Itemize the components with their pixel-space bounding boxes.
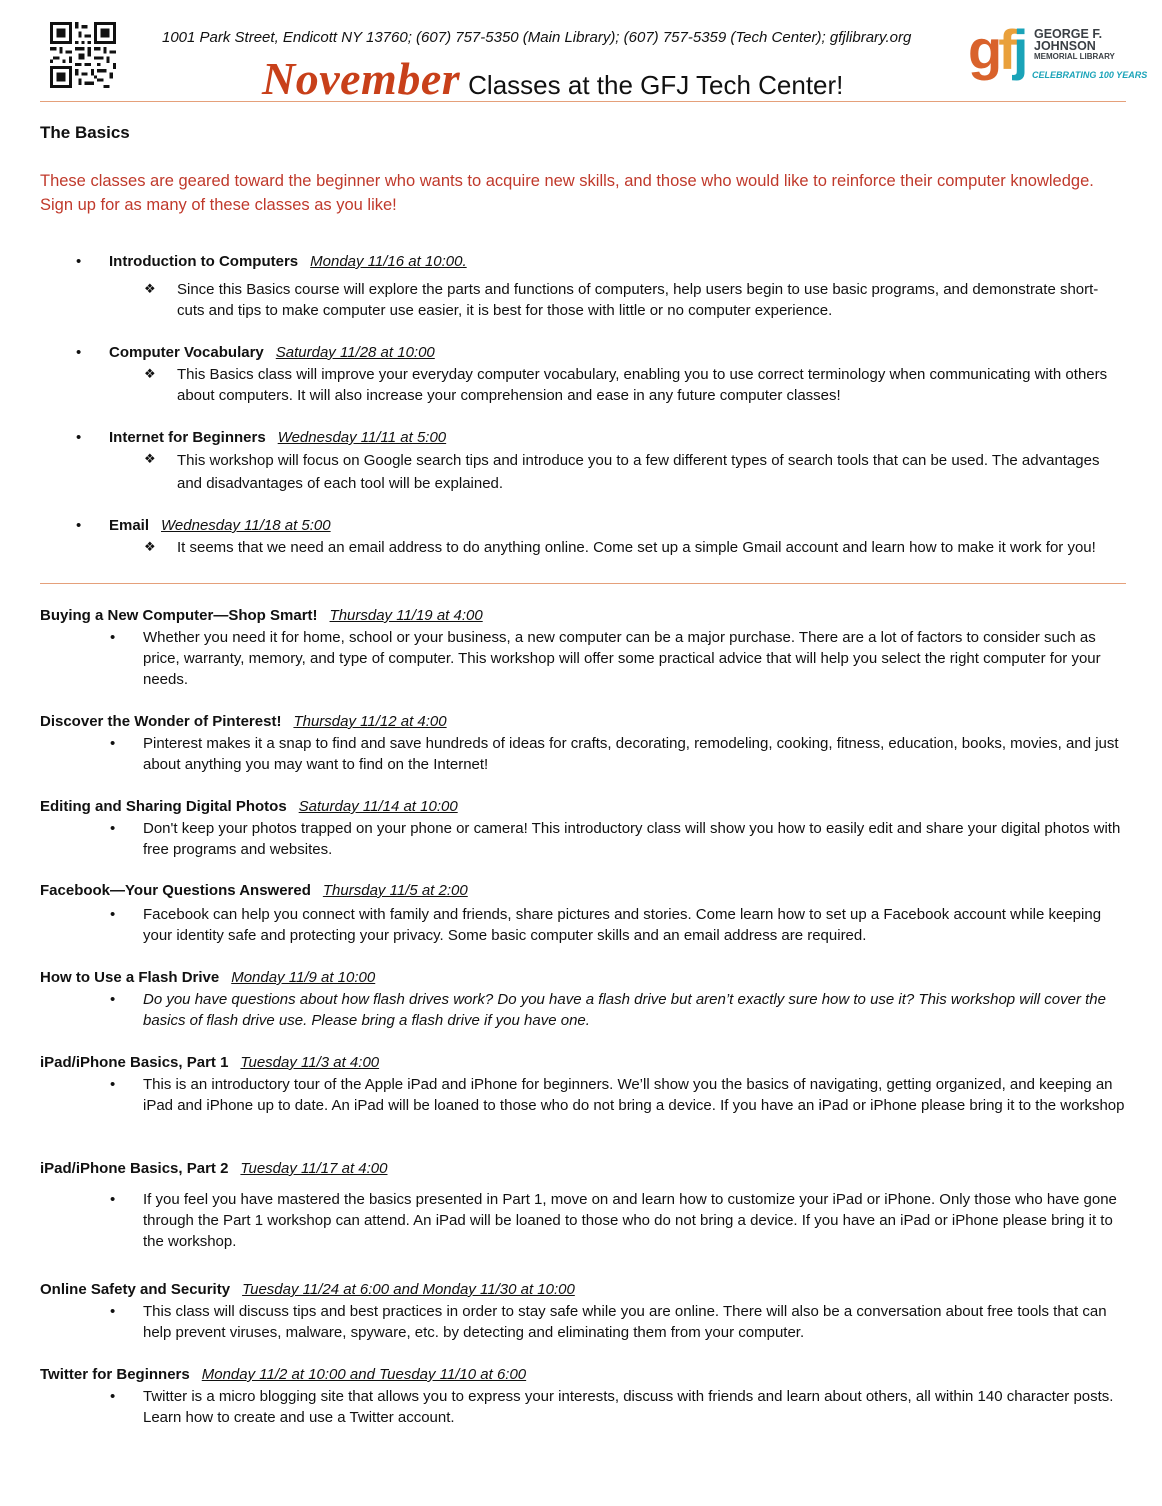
workshop-description: Don't keep your photos trapped on your phone or camera! This introductory class will show you how to easily edit and share your digital photos with free programs and websites.	[143, 820, 1121, 858]
workshop-description: Do you have questions about how flash drives work? Do you have a flash drive but aren’t exactly sure how to use it? This workshop will cover the basics of flash drive use. Please bring a flash drive if you have one.	[143, 991, 1106, 1029]
workshop-heading	[40, 1366, 526, 1383]
section-intro: These classes are geared toward the beginner who wants to acquire new skills, and those who would like to reinforce their computer knowledge. Sign up for as many of these classes as you like!	[40, 172, 1094, 214]
class-title: Introduction to Computers	[109, 253, 299, 270]
workshop-title: Twitter for Beginners	[40, 1366, 190, 1383]
bullet: •	[110, 735, 116, 752]
class-description: This workshop will focus on Google search tips and introduce you to a few different types of search tools that can be used. The advantages and disadvantages of each tool will be explained.	[177, 452, 1100, 492]
workshop-schedule: Tuesday 11/24 at 6:00 and Monday 11/30 at 10:00	[242, 1281, 575, 1298]
bullet: •	[76, 517, 82, 534]
page-title	[262, 52, 843, 105]
bullet: •	[110, 1388, 116, 1405]
workshop-description: This is an introductory tour of the Apple iPad and iPhone for beginners. We’ll show you the basics of navigating, getting organized, and keeping an iPad and iPhone up to date. An iPad will be loaned to those who do not bring a device. If you have an iPad or iPhone please bring it to the workshop	[143, 1076, 1125, 1114]
workshop-title: Editing and Sharing Digital Photos	[40, 798, 287, 815]
workshop-schedule: Thursday 11/12 at 4:00	[293, 713, 447, 730]
bullet: •	[76, 344, 82, 361]
logo-name: GEORGE F. JOHNSON MEMORIAL LIBRARY	[1034, 27, 1115, 61]
workshop-title: How to Use a Flash Drive	[40, 969, 220, 986]
logo-letters: gfj	[968, 18, 1025, 81]
workshop-heading	[40, 1054, 379, 1071]
logo-celebrating: CELEBRATING 100 YEARS	[1032, 70, 1148, 80]
class-heading	[109, 429, 446, 446]
title-month: November	[262, 53, 461, 104]
class-description: Since this Basics course will explore the parts and functions of computers, help users begin to use basic programs, and demonstrate short-cuts and tips to make computer use easier, it is best for those with little or no computer experience.	[177, 281, 1099, 319]
bullet: •	[110, 629, 116, 646]
workshop-schedule: Saturday 11/14 at 10:00	[298, 798, 458, 815]
class-title: Internet for Beginners	[109, 429, 266, 446]
workshop-heading	[40, 607, 483, 624]
workshop-description: If you feel you have mastered the basics presented in Part 1, move on and learn how to customize your iPad or iPhone. Only those who have gone through the Part 1 workshop can attend. An iPad will be loaned to those who do not bring a device. If you have an iPad or iPhone please bring it to the workshop.	[143, 1191, 1117, 1250]
bullet: •	[110, 820, 116, 837]
workshop-title: iPad/iPhone Basics, Part 2	[40, 1160, 229, 1177]
workshop-schedule: Thursday 11/5 at 2:00	[322, 882, 468, 899]
workshop-schedule: Monday 11/9 at 10:00	[231, 969, 376, 986]
workshop-heading	[40, 798, 458, 815]
class-description: It seems that we need an email address to do anything online. Come set up a simple Gmail account and learn how to make it work for you!	[177, 539, 1096, 556]
workshop-description: Whether you need it for home, school or your business, a new computer can be a major purchase. There are a lot of factors to consider such as price, warranty, memory, and type of computer. This workshop will offer some practical advice that will help you select the right computer for your needs.	[143, 629, 1101, 688]
class-schedule: Saturday 11/28 at 10:00	[275, 344, 435, 361]
class-heading	[109, 344, 435, 361]
class-title: Computer Vocabulary	[109, 344, 264, 361]
bullet: •	[76, 429, 82, 446]
workshop-description: Facebook can help you connect with family and friends, share pictures and stories. Come learn how to set up a Facebook account while keeping your identity safe and protecting your privacy. Some basic computer skills and an email address are required.	[143, 906, 1102, 944]
workshop-title: Discover the Wonder of Pinterest!	[40, 713, 282, 730]
diamond-bullet: ❖	[144, 281, 156, 296]
workshop-description: Pinterest makes it a snap to find and save hundreds of ideas for crafts, decorating, remodeling, cooking, fitness, education, books, movies, and just about anything you may want to find on the Internet!	[143, 735, 1119, 773]
bullet: •	[110, 1303, 116, 1320]
workshop-heading	[40, 713, 447, 730]
library-address: 1001 Park Street, Endicott NY 13760; (607) 757-5350 (Main Library); (607) 757-5359 (Tech Center); gfjlibrary.org	[162, 29, 912, 46]
class-schedule: Wednesday 11/18 at 5:00	[161, 517, 331, 534]
class-title: Email	[109, 517, 150, 534]
bullet: •	[110, 906, 116, 923]
class-schedule: Wednesday 11/11 at 5:00	[277, 429, 447, 446]
library-logo	[968, 18, 1148, 92]
qr-code-icon	[50, 22, 116, 88]
diamond-bullet: ❖	[144, 366, 156, 381]
bullet: •	[76, 253, 82, 270]
workshop-schedule: Monday 11/2 at 10:00 and Tuesday 11/10 at 6:00	[201, 1366, 527, 1383]
bullet: •	[110, 991, 116, 1008]
workshop-schedule: Thursday 11/19 at 4:00	[329, 607, 483, 624]
title-rest: Classes at the GFJ Tech Center!	[468, 70, 844, 100]
workshop-title: Buying a New Computer—Shop Smart!	[40, 607, 318, 624]
diamond-bullet: ❖	[144, 451, 156, 466]
section-divider	[40, 583, 1126, 584]
workshop-schedule: Tuesday 11/17 at 4:00	[240, 1160, 388, 1177]
class-heading	[109, 253, 467, 270]
workshop-heading	[40, 1160, 387, 1177]
class-schedule: Monday 11/16 at 10:00.	[310, 253, 467, 270]
bullet: •	[110, 1191, 116, 1208]
workshop-description: This class will discuss tips and best practices in order to stay safe while you are online. There will also be a conversation about free tools that can help prevent viruses, malware, spyware, etc. by detecting and eliminating them from your computer.	[143, 1303, 1107, 1341]
header-divider	[40, 101, 1126, 102]
section-title: The Basics	[40, 123, 130, 142]
class-description: This Basics class will improve your everyday computer vocabulary, enabling you to use correct terminology when communicating with others about computers. It will also increase your comprehension and ease in any future computer classes!	[177, 366, 1108, 404]
workshop-heading	[40, 969, 375, 986]
workshop-heading	[40, 1281, 575, 1298]
workshop-heading	[40, 882, 468, 899]
bullet: •	[110, 1076, 116, 1093]
workshop-description: Twitter is a micro blogging site that allows you to express your interests, discuss with friends and learn about others, all within 140 character posts. Learn how to create and use a Twitter account.	[143, 1388, 1114, 1426]
diamond-bullet: ❖	[144, 539, 156, 554]
workshop-schedule: Tuesday 11/3 at 4:00	[240, 1054, 380, 1071]
workshop-title: iPad/iPhone Basics, Part 1	[40, 1054, 229, 1071]
workshop-title: Facebook—Your Questions Answered	[40, 882, 311, 899]
workshop-title: Online Safety and Security	[40, 1281, 231, 1298]
class-heading	[109, 517, 331, 534]
